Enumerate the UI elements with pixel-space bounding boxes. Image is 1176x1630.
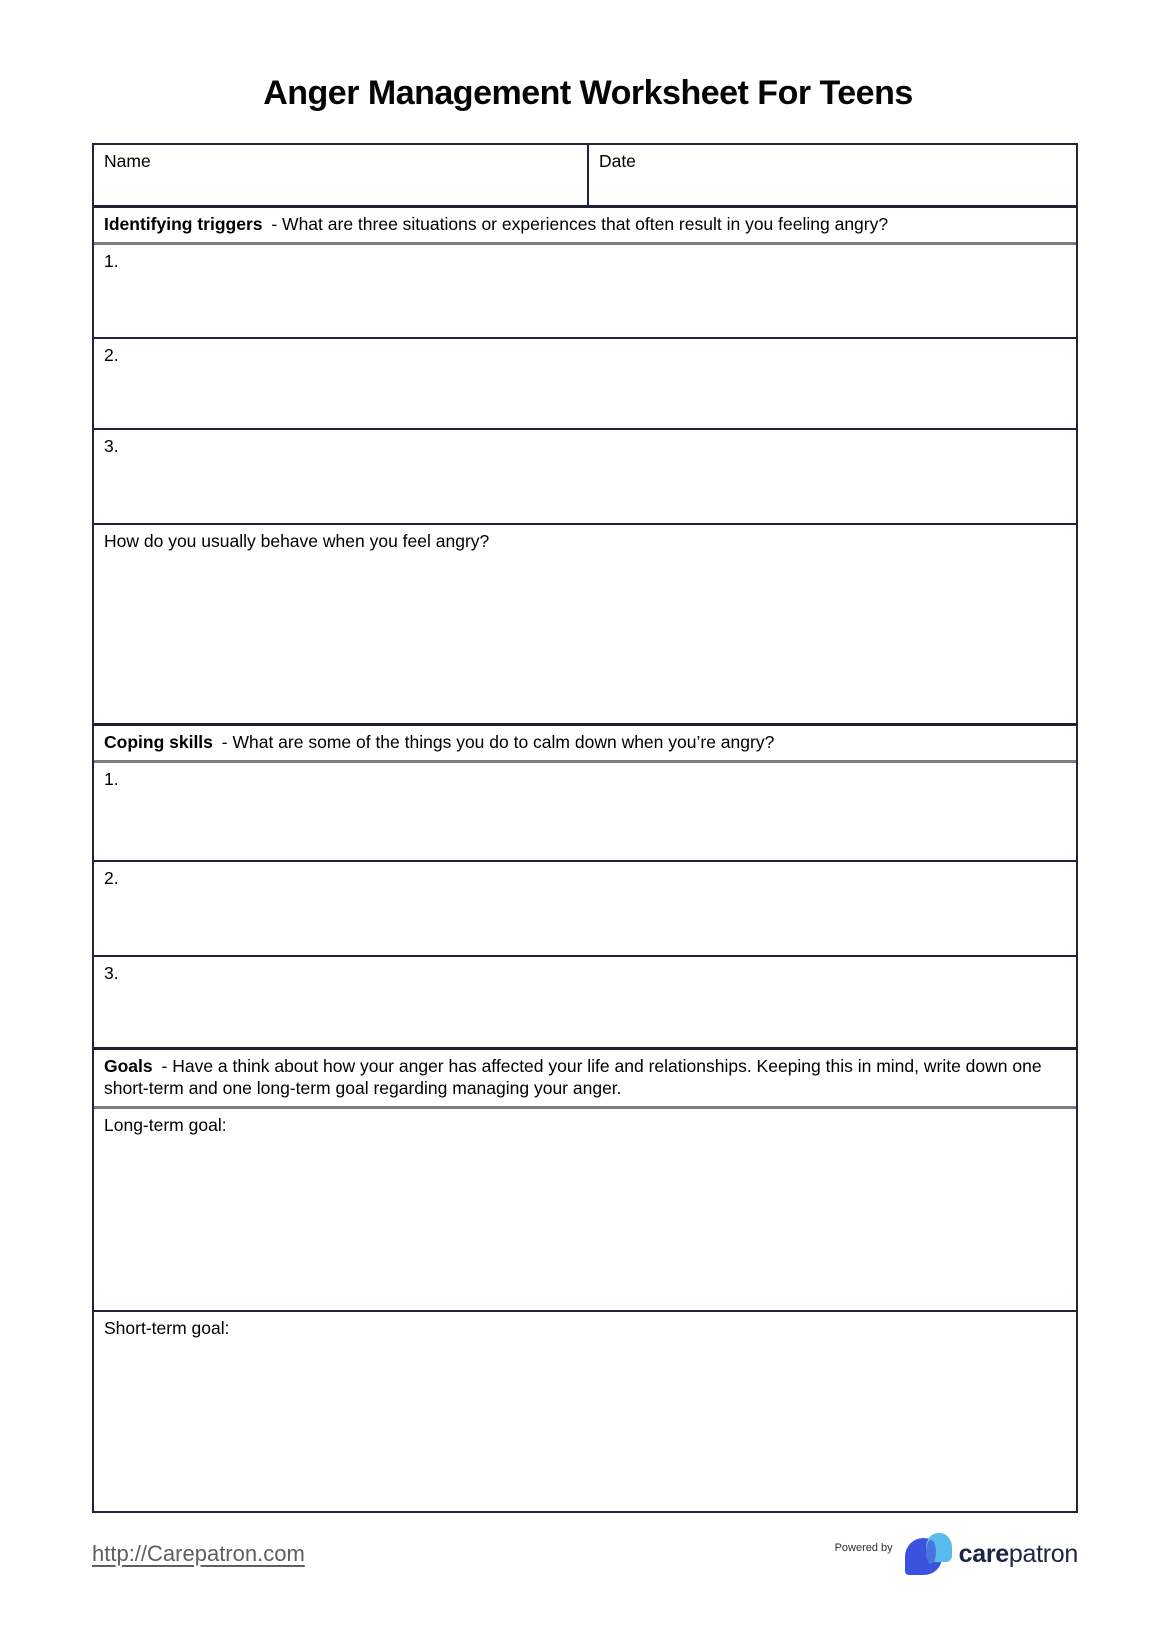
- coping-answer-3[interactable]: [94, 955, 1076, 1047]
- date-field[interactable]: [587, 145, 1076, 205]
- short-term-goal-label: Short-term goal:: [104, 1318, 230, 1338]
- page-title: Anger Management Worksheet For Teens: [263, 74, 913, 112]
- goals-section-header: [94, 1047, 1076, 1110]
- short-term-goal-box[interactable]: [94, 1310, 1076, 1511]
- trigger-answer-3[interactable]: [94, 428, 1076, 523]
- triggers-section-header: [94, 205, 1076, 245]
- powered-by-label: Powered by: [834, 1542, 893, 1554]
- brand-group: [835, 1533, 1078, 1575]
- worksheet-table: [92, 143, 1078, 1513]
- coping-item-number-2: 2.: [104, 867, 119, 888]
- logo-overlap-shape: [926, 1540, 936, 1564]
- name-field[interactable]: [94, 145, 587, 205]
- page-footer: [92, 1533, 1078, 1575]
- date-label: Date: [598, 151, 636, 171]
- coping-item-number-3: 3.: [104, 962, 119, 983]
- brand-wordmark: [959, 1540, 1078, 1569]
- brand-wordmark-patron: patron: [1008, 1539, 1078, 1568]
- coping-answer-2[interactable]: [94, 860, 1076, 955]
- coping-answer-1[interactable]: [94, 763, 1076, 860]
- name-date-row: [94, 145, 1076, 205]
- carepatron-logo-icon: [905, 1533, 953, 1575]
- behavior-question: How do you usually behave when you feel angry?: [104, 530, 490, 551]
- name-label: Name: [104, 151, 151, 171]
- trigger-item-number-2: 2.: [104, 344, 119, 365]
- coping-section-header: [94, 723, 1076, 763]
- triggers-section-label: Identifying triggers: [104, 214, 263, 234]
- trigger-answer-2[interactable]: [94, 337, 1076, 428]
- trigger-answer-1[interactable]: [94, 245, 1076, 337]
- coping-item-number-1: 1.: [104, 768, 119, 789]
- goals-section-label: Goals: [104, 1055, 153, 1076]
- behavior-answer-box[interactable]: [94, 523, 1076, 723]
- brand-wordmark-care: care: [958, 1539, 1009, 1568]
- triggers-section-question: - What are three situations or experiences that often result in you feeling angry?: [271, 214, 889, 234]
- coping-section-question: - What are some of the things you do to calm down when you’re angry?: [221, 731, 775, 752]
- trigger-item-number-1: 1.: [104, 250, 119, 271]
- long-term-goal-label: Long-term goal:: [104, 1115, 227, 1135]
- carepatron-link[interactable]: http://Carepatron.com: [92, 1541, 305, 1566]
- goals-section-question: - Have a think about how your anger has affected your life and relationships. Keeping this in mind, write down one short-term and one long-term goal regarding managing your anger.: [104, 1055, 1042, 1099]
- trigger-item-number-3: 3.: [104, 435, 119, 456]
- coping-section-label: Coping skills: [104, 731, 213, 752]
- long-term-goal-box[interactable]: [94, 1109, 1076, 1310]
